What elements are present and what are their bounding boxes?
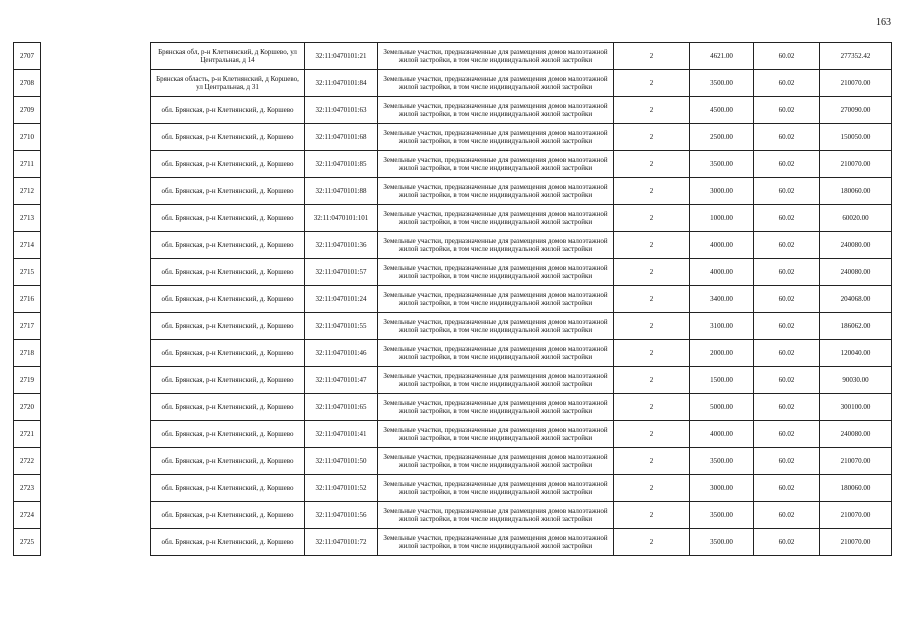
area-cell: 3500.00 (690, 70, 754, 97)
specific-value-cell: 60.02 (754, 232, 820, 259)
cadastral-value-cell: 90030.00 (820, 367, 892, 394)
table-row (14, 421, 892, 448)
cadastral-number-cell: 32:11:0470101:72 (305, 529, 378, 556)
address-cell: обл. Брянская, р-н Клетнянский, д. Коршево (151, 502, 305, 529)
spacer-cell (41, 232, 151, 259)
specific-value-cell: 60.02 (754, 313, 820, 340)
row-number-cell: 2709 (14, 97, 41, 124)
spacer-cell (41, 259, 151, 286)
cadastral-value-cell: 210070.00 (820, 502, 892, 529)
spacer-cell (41, 340, 151, 367)
cadastral-value-cell: 150050.00 (820, 124, 892, 151)
table-row (14, 43, 892, 70)
group-cell: 2 (614, 43, 690, 70)
cadastral-number-cell: 32:11:0470101:36 (305, 232, 378, 259)
cadastral-number-cell: 32:11:0470101:63 (305, 97, 378, 124)
group-cell: 2 (614, 529, 690, 556)
table-row (14, 286, 892, 313)
row-number-cell: 2723 (14, 475, 41, 502)
group-cell: 2 (614, 232, 690, 259)
cadastral-number-cell: 32:11:0470101:65 (305, 394, 378, 421)
permitted-use-cell: Земельные участки, предназначенные для размещения домов малоэтажной жилой застройки, в том числе индивидуальной жилой застройки (378, 448, 614, 475)
permitted-use-cell: Земельные участки, предназначенные для размещения домов малоэтажной жилой застройки, в том числе индивидуальной жилой застройки (378, 313, 614, 340)
area-cell: 3000.00 (690, 475, 754, 502)
address-cell: обл. Брянская, р-н Клетнянский, д. Коршево (151, 232, 305, 259)
group-cell: 2 (614, 97, 690, 124)
specific-value-cell: 60.02 (754, 70, 820, 97)
area-cell: 4621.00 (690, 43, 754, 70)
area-cell: 1000.00 (690, 205, 754, 232)
cadastral-value-cell: 60020.00 (820, 205, 892, 232)
specific-value-cell: 60.02 (754, 259, 820, 286)
page-number: 163 (876, 17, 891, 28)
spacer-cell (41, 475, 151, 502)
specific-value-cell: 60.02 (754, 340, 820, 367)
permitted-use-cell: Земельные участки, предназначенные для размещения домов малоэтажной жилой застройки, в том числе индивидуальной жилой застройки (378, 286, 614, 313)
address-cell: обл. Брянская, р-н Клетнянский, д. Коршево (151, 394, 305, 421)
table-row (14, 124, 892, 151)
spacer-cell (41, 151, 151, 178)
cadastral-value-cell: 120040.00 (820, 340, 892, 367)
cadastral-value-cell: 240080.00 (820, 259, 892, 286)
area-cell: 3000.00 (690, 178, 754, 205)
row-number-cell: 2713 (14, 205, 41, 232)
cadastral-number-cell: 32:11:0470101:68 (305, 124, 378, 151)
table-row (14, 367, 892, 394)
cadastral-value-cell: 240080.00 (820, 421, 892, 448)
table-row (14, 97, 892, 124)
address-cell: обл. Брянская, р-н Клетнянский, д. Коршево (151, 340, 305, 367)
permitted-use-cell: Земельные участки, предназначенные для размещения домов малоэтажной жилой застройки, в том числе индивидуальной жилой застройки (378, 502, 614, 529)
specific-value-cell: 60.02 (754, 448, 820, 475)
permitted-use-cell: Земельные участки, предназначенные для размещения домов малоэтажной жилой застройки, в том числе индивидуальной жилой застройки (378, 43, 614, 70)
address-cell: Брянская обл, р-н Клетнянский, д Коршево, ул Центральная, д 14 (151, 43, 305, 70)
table-row (14, 502, 892, 529)
row-number-cell: 2720 (14, 394, 41, 421)
group-cell: 2 (614, 502, 690, 529)
table-row (14, 70, 892, 97)
row-number-cell: 2717 (14, 313, 41, 340)
group-cell: 2 (614, 475, 690, 502)
cadastral-number-cell: 32:11:0470101:57 (305, 259, 378, 286)
cadastral-number-cell: 32:11:0470101:41 (305, 421, 378, 448)
address-cell: обл. Брянская, р-н Клетнянский, д. Коршево (151, 286, 305, 313)
cadastral-number-cell: 32:11:0470101:101 (305, 205, 378, 232)
permitted-use-cell: Земельные участки, предназначенные для размещения домов малоэтажной жилой застройки, в том числе индивидуальной жилой застройки (378, 205, 614, 232)
cadastral-value-cell: 180060.00 (820, 178, 892, 205)
specific-value-cell: 60.02 (754, 502, 820, 529)
area-cell: 3400.00 (690, 286, 754, 313)
group-cell: 2 (614, 286, 690, 313)
area-cell: 3100.00 (690, 313, 754, 340)
address-cell: обл. Брянская, р-н Клетнянский, д. Коршево (151, 178, 305, 205)
address-cell: обл. Брянская, р-н Клетнянский, д. Коршево (151, 124, 305, 151)
spacer-cell (41, 43, 151, 70)
group-cell: 2 (614, 313, 690, 340)
cadastral-number-cell: 32:11:0470101:46 (305, 340, 378, 367)
specific-value-cell: 60.02 (754, 394, 820, 421)
area-cell: 3500.00 (690, 529, 754, 556)
spacer-cell (41, 205, 151, 232)
address-cell: обл. Брянская, р-н Клетнянский, д. Коршево (151, 97, 305, 124)
cadastral-number-cell: 32:11:0470101:85 (305, 151, 378, 178)
permitted-use-cell: Земельные участки, предназначенные для размещения домов малоэтажной жилой застройки, в том числе индивидуальной жилой застройки (378, 367, 614, 394)
area-cell: 3500.00 (690, 151, 754, 178)
specific-value-cell: 60.02 (754, 205, 820, 232)
area-cell: 4000.00 (690, 259, 754, 286)
row-number-cell: 2724 (14, 502, 41, 529)
table-row (14, 178, 892, 205)
specific-value-cell: 60.02 (754, 286, 820, 313)
table-row (14, 529, 892, 556)
specific-value-cell: 60.02 (754, 178, 820, 205)
group-cell: 2 (614, 151, 690, 178)
permitted-use-cell: Земельные участки, предназначенные для размещения домов малоэтажной жилой застройки, в том числе индивидуальной жилой застройки (378, 97, 614, 124)
address-cell: обл. Брянская, р-н Клетнянский, д. Коршево (151, 367, 305, 394)
group-cell: 2 (614, 340, 690, 367)
address-cell: обл. Брянская, р-н Клетнянский, д. Коршево (151, 421, 305, 448)
cadastral-value-cell: 300100.00 (820, 394, 892, 421)
land-registry-table (13, 42, 892, 556)
row-number-cell: 2722 (14, 448, 41, 475)
spacer-cell (41, 70, 151, 97)
table-row (14, 151, 892, 178)
cadastral-number-cell: 32:11:0470101:21 (305, 43, 378, 70)
cadastral-number-cell: 32:11:0470101:47 (305, 367, 378, 394)
group-cell: 2 (614, 259, 690, 286)
spacer-cell (41, 448, 151, 475)
area-cell: 4000.00 (690, 232, 754, 259)
row-number-cell: 2721 (14, 421, 41, 448)
spacer-cell (41, 394, 151, 421)
cadastral-number-cell: 32:11:0470101:88 (305, 178, 378, 205)
specific-value-cell: 60.02 (754, 367, 820, 394)
spacer-cell (41, 124, 151, 151)
permitted-use-cell: Земельные участки, предназначенные для размещения домов малоэтажной жилой застройки, в том числе индивидуальной жилой застройки (378, 394, 614, 421)
specific-value-cell: 60.02 (754, 97, 820, 124)
cadastral-number-cell: 32:11:0470101:84 (305, 70, 378, 97)
permitted-use-cell: Земельные участки, предназначенные для размещения домов малоэтажной жилой застройки, в том числе индивидуальной жилой застройки (378, 232, 614, 259)
row-number-cell: 2708 (14, 70, 41, 97)
row-number-cell: 2716 (14, 286, 41, 313)
cadastral-value-cell: 210070.00 (820, 151, 892, 178)
cadastral-value-cell: 277352.42 (820, 43, 892, 70)
spacer-cell (41, 421, 151, 448)
specific-value-cell: 60.02 (754, 43, 820, 70)
area-cell: 3500.00 (690, 502, 754, 529)
spacer-cell (41, 502, 151, 529)
table-row (14, 232, 892, 259)
group-cell: 2 (614, 367, 690, 394)
cadastral-value-cell: 210070.00 (820, 529, 892, 556)
table-row (14, 205, 892, 232)
permitted-use-cell: Земельные участки, предназначенные для размещения домов малоэтажной жилой застройки, в том числе индивидуальной жилой застройки (378, 124, 614, 151)
row-number-cell: 2710 (14, 124, 41, 151)
row-number-cell: 2719 (14, 367, 41, 394)
permitted-use-cell: Земельные участки, предназначенные для размещения домов малоэтажной жилой застройки, в том числе индивидуальной жилой застройки (378, 259, 614, 286)
address-cell: Брянская область, р-н Клетнянский, д Коршево, ул Центральная, д 31 (151, 70, 305, 97)
specific-value-cell: 60.02 (754, 475, 820, 502)
permitted-use-cell: Земельные участки, предназначенные для размещения домов малоэтажной жилой застройки, в том числе индивидуальной жилой застройки (378, 178, 614, 205)
cadastral-value-cell: 270090.00 (820, 97, 892, 124)
area-cell: 2000.00 (690, 340, 754, 367)
area-cell: 4500.00 (690, 97, 754, 124)
cadastral-number-cell: 32:11:0470101:24 (305, 286, 378, 313)
group-cell: 2 (614, 205, 690, 232)
specific-value-cell: 60.02 (754, 124, 820, 151)
address-cell: обл. Брянская, р-н Клетнянский, д. Коршево (151, 448, 305, 475)
spacer-cell (41, 313, 151, 340)
address-cell: обл. Брянская, р-н Клетнянский, д. Коршево (151, 259, 305, 286)
cadastral-value-cell: 180060.00 (820, 475, 892, 502)
spacer-cell (41, 286, 151, 313)
address-cell: обл. Брянская, р-н Клетнянский, д. Коршево (151, 205, 305, 232)
row-number-cell: 2714 (14, 232, 41, 259)
address-cell: обл. Брянская, р-н Клетнянский, д. Коршево (151, 313, 305, 340)
group-cell: 2 (614, 70, 690, 97)
cadastral-number-cell: 32:11:0470101:56 (305, 502, 378, 529)
cadastral-value-cell: 186062.00 (820, 313, 892, 340)
spacer-cell (41, 367, 151, 394)
permitted-use-cell: Земельные участки, предназначенные для размещения домов малоэтажной жилой застройки, в том числе индивидуальной жилой застройки (378, 151, 614, 178)
specific-value-cell: 60.02 (754, 529, 820, 556)
row-number-cell: 2712 (14, 178, 41, 205)
specific-value-cell: 60.02 (754, 151, 820, 178)
row-number-cell: 2718 (14, 340, 41, 367)
table-row (14, 475, 892, 502)
permitted-use-cell: Земельные участки, предназначенные для размещения домов малоэтажной жилой застройки, в том числе индивидуальной жилой застройки (378, 529, 614, 556)
area-cell: 5000.00 (690, 394, 754, 421)
group-cell: 2 (614, 448, 690, 475)
cadastral-value-cell: 240080.00 (820, 232, 892, 259)
spacer-cell (41, 178, 151, 205)
area-cell: 1500.00 (690, 367, 754, 394)
cadastral-number-cell: 32:11:0470101:50 (305, 448, 378, 475)
permitted-use-cell: Земельные участки, предназначенные для размещения домов малоэтажной жилой застройки, в том числе индивидуальной жилой застройки (378, 421, 614, 448)
permitted-use-cell: Земельные участки, предназначенные для размещения домов малоэтажной жилой застройки, в том числе индивидуальной жилой застройки (378, 340, 614, 367)
row-number-cell: 2725 (14, 529, 41, 556)
table-row (14, 340, 892, 367)
table-row (14, 313, 892, 340)
address-cell: обл. Брянская, р-н Клетнянский, д. Коршево (151, 475, 305, 502)
row-number-cell: 2707 (14, 43, 41, 70)
cadastral-value-cell: 204068.00 (820, 286, 892, 313)
cadastral-number-cell: 32:11:0470101:52 (305, 475, 378, 502)
row-number-cell: 2711 (14, 151, 41, 178)
address-cell: обл. Брянская, р-н Клетнянский, д. Коршево (151, 529, 305, 556)
table-row (14, 394, 892, 421)
table-body (14, 43, 892, 556)
group-cell: 2 (614, 124, 690, 151)
address-cell: обл. Брянская, р-н Клетнянский, д. Коршево (151, 151, 305, 178)
cadastral-value-cell: 210070.00 (820, 70, 892, 97)
cadastral-number-cell: 32:11:0470101:55 (305, 313, 378, 340)
table-row (14, 448, 892, 475)
area-cell: 4000.00 (690, 421, 754, 448)
group-cell: 2 (614, 178, 690, 205)
group-cell: 2 (614, 421, 690, 448)
row-number-cell: 2715 (14, 259, 41, 286)
area-cell: 2500.00 (690, 124, 754, 151)
cadastral-value-cell: 210070.00 (820, 448, 892, 475)
group-cell: 2 (614, 394, 690, 421)
table-row (14, 259, 892, 286)
specific-value-cell: 60.02 (754, 421, 820, 448)
permitted-use-cell: Земельные участки, предназначенные для размещения домов малоэтажной жилой застройки, в том числе индивидуальной жилой застройки (378, 70, 614, 97)
area-cell: 3500.00 (690, 448, 754, 475)
spacer-cell (41, 97, 151, 124)
permitted-use-cell: Земельные участки, предназначенные для размещения домов малоэтажной жилой застройки, в том числе индивидуальной жилой застройки (378, 475, 614, 502)
spacer-cell (41, 529, 151, 556)
